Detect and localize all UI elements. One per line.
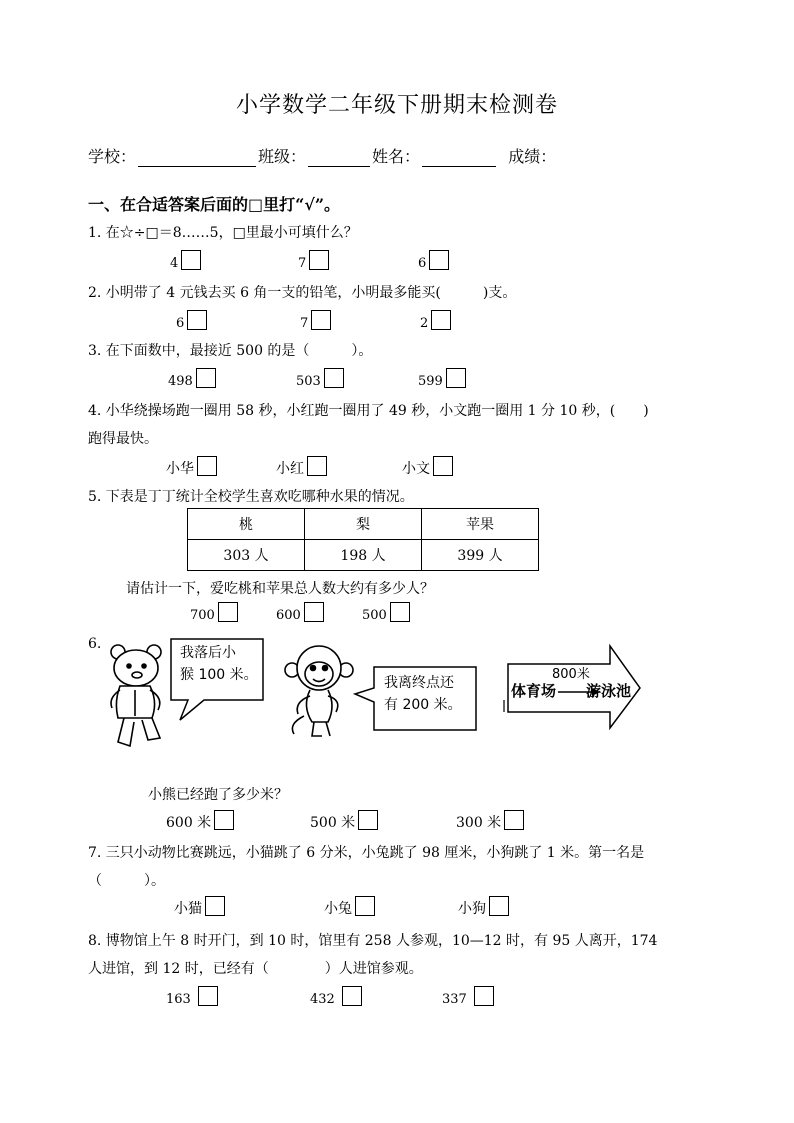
q4-option-a: 小华 (166, 456, 217, 478)
class-blank[interactable] (308, 150, 370, 167)
question-1: 1. 在☆÷□＝8……5，□里最小可填什么？ (88, 225, 358, 241)
q2-checkbox-c[interactable] (431, 310, 451, 330)
q5-option-a: 700 (190, 602, 238, 623)
q6-checkbox-c[interactable] (504, 810, 524, 830)
table-cell: 303 人 (188, 540, 305, 571)
q7-checkbox-b[interactable] (355, 896, 375, 916)
q2-option-c: 2 (420, 310, 451, 331)
name-blank[interactable] (422, 150, 496, 167)
q5-checkbox-a[interactable] (218, 602, 238, 622)
page-title: 小学数学二年级下册期末检测卷 (235, 93, 558, 118)
route-distance-label: 800米 (552, 667, 590, 682)
q6-option-c: 300 米 (456, 810, 524, 832)
bear-bubble-line-1: 我落后小 (180, 645, 236, 661)
class-label: 班级： (258, 147, 307, 166)
question-2: 2. 小明带了 4 元钱去买 6 角一支的铅笔，小明最多能买( )支。 (88, 285, 517, 301)
q8-checkbox-b[interactable] (342, 986, 362, 1006)
q3-option-b: 503 (296, 368, 344, 389)
q6-checkbox-b[interactable] (358, 810, 378, 830)
q7-option-c: 小狗 (458, 896, 509, 918)
q5-checkbox-c[interactable] (390, 602, 410, 622)
question-4-line-2: 跑得最快。 (88, 431, 158, 447)
fruit-table (187, 508, 539, 571)
q1-checkbox-c[interactable] (429, 250, 449, 270)
q8-checkbox-a[interactable] (198, 986, 218, 1006)
question-8-line-1: 8. 博物馆上午 8 时开门，到 10 时，馆里有 258 人参观，10—12 时，有 95 人离开，174 (88, 933, 658, 949)
table-cell: 399 人 (422, 540, 539, 571)
name-label: 姓名： (372, 147, 421, 166)
q5-option-c: 500 (362, 602, 410, 623)
table-header-cell: 苹果 (422, 509, 539, 540)
q8-option-b: 432 (310, 986, 362, 1007)
q6-checkbox-a[interactable] (214, 810, 234, 830)
table-row (188, 540, 539, 571)
q1-option-a: 4 (170, 250, 201, 271)
q6-option-b: 500 米 (310, 810, 378, 832)
q7-option-b: 小兔 (324, 896, 375, 918)
score-label: 成绩： (508, 147, 557, 166)
question-5-sub: 请估计一下，爱吃桃和苹果总人数大约有多少人？ (126, 581, 434, 597)
q4-option-c: 小文 (402, 456, 453, 478)
student-info-row (88, 144, 556, 167)
q8-option-c: 337 (442, 986, 494, 1007)
q1-checkbox-a[interactable] (181, 250, 201, 270)
school-label: 学校： (88, 147, 137, 166)
monkey-illustration (284, 644, 356, 740)
q5-checkbox-b[interactable] (304, 602, 324, 622)
q3-checkbox-a[interactable] (196, 368, 216, 388)
q3-option-a: 498 (168, 368, 216, 389)
q4-option-b: 小红 (276, 456, 327, 478)
q7-option-a: 小猫 (174, 896, 225, 918)
q5-option-b: 600 (276, 602, 324, 623)
q3-option-c: 599 (418, 368, 466, 389)
q8-checkbox-c[interactable] (474, 986, 494, 1006)
bear-bubble-line-2: 猴 100 米。 (180, 667, 258, 683)
q6-option-a: 600 米 (166, 810, 234, 832)
q8-option-a: 163 (166, 986, 218, 1007)
q2-option-a: 6 (176, 310, 207, 331)
question-3: 3. 在下面数中，最接近 500 的是（ ）。 (88, 343, 373, 359)
q4-checkbox-b[interactable] (307, 456, 327, 476)
q1-option-c: 6 (418, 250, 449, 271)
question-7-line-1: 7. 三只小动物比赛跳远，小猫跳了 6 分米，小兔跳了 98 厘米，小狗跳了 1 米。第一名是 (88, 845, 645, 861)
q7-checkbox-c[interactable] (489, 896, 509, 916)
route-start-label: 体育场 (511, 682, 557, 700)
question-4-line-1: 4. 小华绕操场跑一圈用 58 秒，小红跑一圈用了 49 秒，小文跑一圈用 1 分 10 秒，( ) (88, 403, 649, 419)
q3-checkbox-b[interactable] (324, 368, 344, 388)
q7-checkbox-a[interactable] (205, 896, 225, 916)
question-7-line-2: （ ）。 (88, 873, 165, 889)
school-blank[interactable] (138, 150, 256, 167)
question-5: 5. 下表是丁丁统计全校学生喜欢吃哪种水果的情况。 (88, 489, 414, 505)
q2-checkbox-b[interactable] (311, 310, 331, 330)
monkey-bubble-line-1: 我离终点还 (384, 675, 454, 691)
q2-option-b: 7 (300, 310, 331, 331)
table-header-row (188, 509, 539, 540)
q1-checkbox-b[interactable] (309, 250, 329, 270)
q1-option-b: 7 (298, 250, 329, 271)
monkey-bubble-line-2: 有 200 米。 (384, 697, 462, 713)
q3-checkbox-c[interactable] (446, 368, 466, 388)
question-6-number: 6. (88, 636, 102, 652)
question-6-sub: 小熊已经跑了多少米？ (148, 787, 288, 803)
table-header-cell: 桃 (188, 509, 305, 540)
q4-checkbox-a[interactable] (197, 456, 217, 476)
table-cell: 198 人 (305, 540, 422, 571)
bear-illustration (104, 642, 170, 752)
table-header-cell: 梨 (305, 509, 422, 540)
section-heading: 一、在合适答案后面的□里打“√”。 (88, 195, 341, 214)
q2-checkbox-a[interactable] (187, 310, 207, 330)
question-8-line-2: 人进馆，到 12 时，已经有（ ）人进馆参观。 (88, 961, 423, 977)
route-end-label: 游泳池 (586, 682, 632, 700)
q4-checkbox-c[interactable] (433, 456, 453, 476)
